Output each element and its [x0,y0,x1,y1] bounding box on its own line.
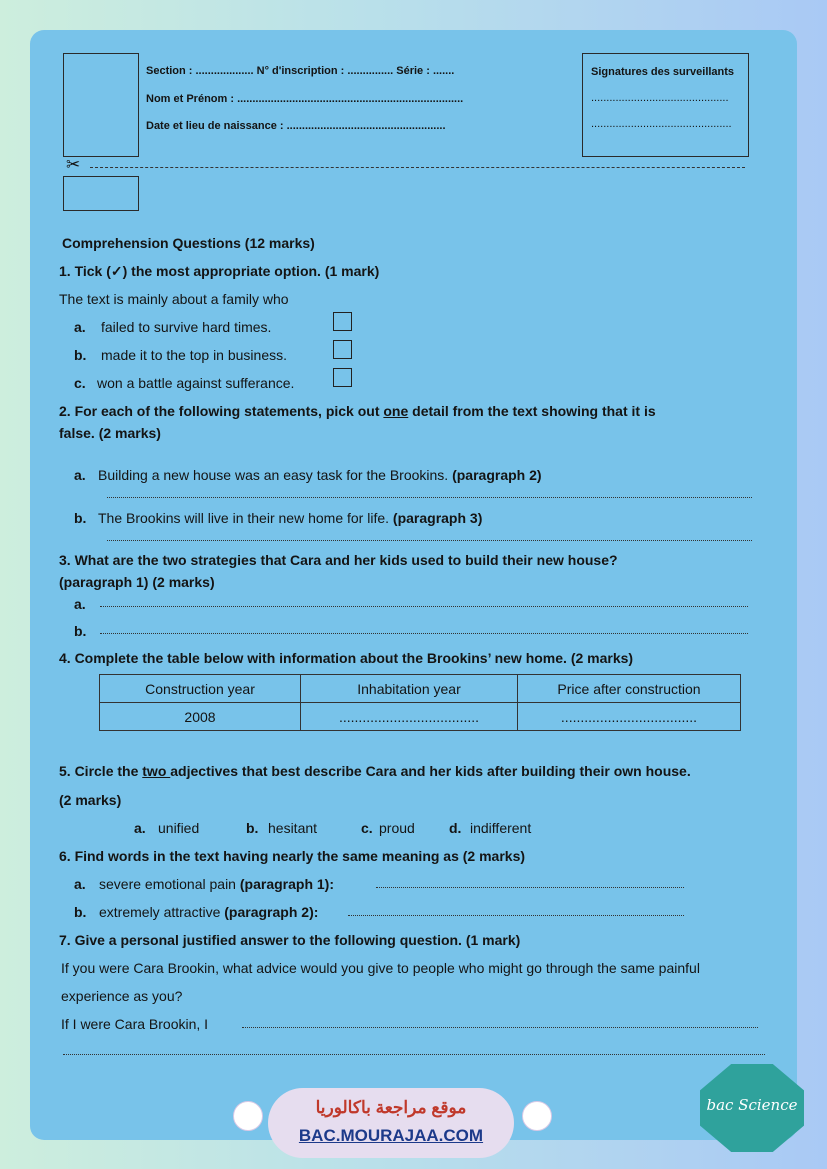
q5-option-b-letter: b. [246,820,259,836]
q2-title-line2: false. (2 marks) [59,425,161,441]
name-line: Nom et Prénom : .......................................................................... [146,93,464,105]
q2-item-b [98,510,482,526]
q1-option-a-text: failed to survive hard times. [101,319,272,335]
bac-science-badge-text: bac Science [706,1096,798,1114]
q2-title-underlined: one [383,403,409,419]
q4-table-header-row [100,675,741,703]
q6-item-a-letter: a. [74,876,86,892]
q7-title: 7. Give a personal justified answer to the following question. (1 mark) [59,932,521,948]
q1-option-c-text: won a battle against sufferance. [97,375,295,391]
q3-item-b-answer-line[interactable] [100,633,748,634]
q1-option-c-letter: c. [74,375,86,391]
q1-title: 1. Tick (✓) the most appropriate option. (1 mark) [59,263,380,279]
q2-item-b-answer-line[interactable] [107,540,752,541]
q5-title-part1: 5. Circle the [59,763,143,779]
q7-answer-line-1[interactable] [242,1027,758,1028]
q7-answer-start: If I were Cara Brookin, I [61,1016,209,1032]
q4-header-inhabitation-year: Inhabitation year [301,675,518,703]
q3-title-line2: (paragraph 1) (2 marks) [59,574,215,590]
q3-title-line1: 3. What are the two strategies that Cara and her kids used to build their new house? [59,552,618,568]
q1-stem: The text is mainly about a family who [59,291,289,307]
q7-question-line2: experience as you? [61,988,183,1004]
q5-option-b-text[interactable]: hesitant [268,820,318,836]
q4-table [99,674,741,731]
q6-item-b-ref: (paragraph 2): [224,904,319,920]
q2-item-a-answer-line[interactable] [107,497,752,498]
q2-title [59,403,656,419]
birth-line: Date et lieu de naissance : .................................................... [146,120,446,132]
q5-option-a-letter: a. [134,820,146,836]
q1-option-b-text: made it to the top in business. [101,347,287,363]
q5-option-d-letter: d. [449,820,462,836]
q1-option-a-checkbox[interactable] [333,312,352,331]
q6-item-a-ref: (paragraph 1): [239,876,334,892]
q6-item-b-answer-line[interactable] [348,915,684,916]
q7-answer-line-2[interactable] [63,1054,765,1055]
q4-table-row [100,703,741,731]
q5-title [59,763,691,779]
q6-title: 6. Find words in the text having nearly the same meaning as (2 marks) [59,848,526,864]
q6-item-a [99,876,334,892]
scissors-icon: ✂ [66,155,81,174]
signature-dots-1: ............................................. [591,92,729,104]
grade-box [63,176,139,211]
q1-option-a-letter: a. [74,319,86,335]
q6-item-a-text: severe emotional pain [99,876,240,892]
q5-option-c-letter: c. [361,820,373,836]
q5-option-a-text[interactable]: unified [158,820,200,836]
q2-item-a [98,467,542,483]
q4-title: 4. Complete the table below with information about the Brookins’ new home. (2 marks) [59,650,634,666]
section-line: Section : ................... N° d'inscription : ............... Série : ....... [146,65,455,77]
q4-header-price: Price after construction [518,675,741,703]
footer-arabic-title: موقع مراجعة باكالوريا [315,1098,467,1117]
q1-option-b-checkbox[interactable] [333,340,352,359]
q4-cell-construction-year: 2008 [100,703,301,731]
q2-item-b-letter: b. [74,510,87,526]
q5-title-part2: adjectives that best describe Cara and her kids after building their own house. [170,763,691,779]
footer-logo-left-icon [233,1101,263,1131]
q6-item-b-letter: b. [74,904,87,920]
q5-option-d-text[interactable]: indifferent [470,820,532,836]
q2-item-a-text: Building a new house was an easy task for the Brookins. [98,467,453,483]
q2-item-b-ref: (paragraph 3) [392,510,483,526]
q5-option-c-text[interactable]: proud [379,820,415,836]
cut-line [90,167,745,168]
footer-logo-right-icon [522,1101,552,1131]
q2-item-a-ref: (paragraph 2) [452,467,542,483]
footer-url-link[interactable]: BAC.MOURAJAA.COM [298,1126,484,1145]
q2-item-a-letter: a. [74,467,86,483]
q4-header-construction-year: Construction year [100,675,301,703]
section-title: Comprehension Questions (12 marks) [62,235,315,251]
q4-cell-inhabitation-year[interactable]: .................................... [301,703,518,731]
signature-dots-2: .............................................. [591,118,732,130]
q6-item-a-answer-line[interactable] [376,887,684,888]
q2-item-b-text: The Brookins will live in their new home for life. [98,510,393,526]
q1-option-b-letter: b. [74,347,87,363]
q2-title-part2: detail from the text showing that it is [408,403,656,419]
q3-item-a-letter: a. [74,596,86,612]
q5-title-line2: (2 marks) [59,792,122,808]
q7-question-line1: If you were Cara Brookin, what advice would you give to people who might go through the same painful [61,960,700,976]
q1-option-c-checkbox[interactable] [333,368,352,387]
signatures-title: Signatures des surveillants [591,66,735,78]
q5-title-underlined: two [142,763,171,779]
q6-item-b [99,904,318,920]
q4-cell-price[interactable]: ................................... [518,703,741,731]
q6-item-b-text: extremely attractive [99,904,225,920]
q3-item-a-answer-line[interactable] [100,606,748,607]
photo-box [63,53,139,157]
q3-item-b-letter: b. [74,623,87,639]
q2-title-part1: 2. For each of the following statements, pick out [59,403,384,419]
